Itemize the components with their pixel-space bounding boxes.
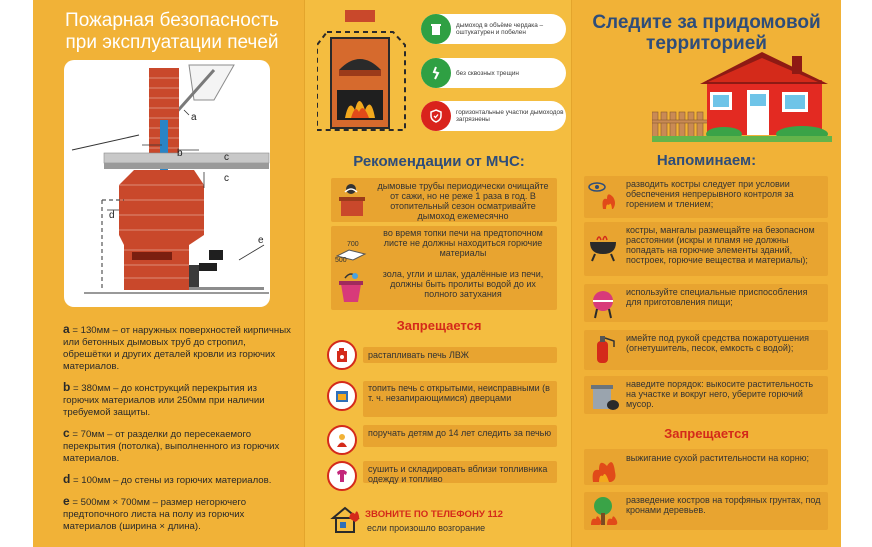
panel1-title [47,10,297,54]
child-icon [327,425,357,455]
panel1-title-line1: Пожарная безопасность [65,10,279,31]
recommendation-row: зола, угли и шлак, удалённые из печи, должны быть пролиты водой до их полного затухания [331,266,557,310]
panel1-title-line2: при эксплуатации печей [65,32,279,53]
definition-d: d = 100мм – до стены из горючих материалов. [63,472,272,486]
roof-icon [189,65,234,100]
yard-prohibited-row: выжигание сухой растительности на корню; [584,449,828,485]
emergency-call [329,500,559,544]
diagram-label-c2: c [224,173,229,184]
yard-prohibited-row: разведение костров на торфяных грунтах, под кронами деревьев. [584,492,828,530]
prohibited-item: поручать детям до 14 лет следить за печью [327,425,557,455]
reminder-row: используйте специальные приспособления для приготовления пищи; [584,284,828,322]
stove-door [209,250,223,260]
diagram-label-a: a [191,112,197,123]
prohibited-item: растапливать печь ЛВЖ [327,340,557,370]
sheet-label-700: 700 [347,241,359,248]
burning-grass-icon [587,452,619,484]
diagram-label-c1: c [224,152,229,163]
panel-stove-safety [33,0,304,547]
yard-prohibited-title: Запрещается [664,426,749,441]
burning-tree-icon [587,495,619,527]
chimney-sweep-icon [335,182,367,218]
grill-icon [587,230,619,262]
reminder-row: имейте под рукой средства пожаротушения (огнетушитель, песок, емкость с водой); [584,330,828,370]
house-illustration-icon [652,50,832,142]
fuel-canister-icon [327,340,357,370]
prohibited-title: Запрещается [396,318,482,333]
trash-bin-icon [587,379,619,411]
stove-diagram [64,60,270,307]
definition-b: b = 380мм – до конструкций перекрытия из горючих материалов или 250мм при наличии требуемой защиты. [63,380,265,418]
open-stove-door-icon [327,381,357,411]
extinguisher-icon [587,333,619,365]
bbq-icon [587,287,619,319]
definition-e: e = 500мм × 700мм – размер негорючего предтопочного листа на полу из горючих материалов (ширина × длина). [63,494,247,532]
definitions-list [63,323,295,541]
shield-icon [421,101,451,131]
panel-recommendations [304,0,572,547]
definition-c: c = 70мм – от разделки до пересекаемого перекрытия (потолка), выполненного из горючих материалов. [63,426,280,464]
badge-chimney-plastered: дымоход в объёме чердака – оштукатурен и побелен [421,14,566,44]
recommendation-row: 700 500 во время топки печи на предтопочном листе не должны находиться горючие материалы [331,226,557,270]
chimney-checklist [305,0,572,142]
stove-diagram-illustration [64,60,270,307]
diagram-label-e: e [258,235,264,246]
definition-a: a = 130мм – от наружных поверхностей кирпичных или бетонных дымовых труб до стропил, обрешётки и других деталей кровли из горючих материалов. [63,322,291,372]
sheet-label-500: 500 [335,257,347,264]
recommendation-row: дымовые трубы периодически очищайте от сажи, но не реже 1 раза в год. В отопительный сезон осматривайте дымоход ежемесячно [331,178,557,222]
recommendations-title: Рекомендации от МЧС: [353,153,525,170]
ash-bucket-icon [335,270,367,306]
panel-yard-safety [572,0,841,547]
badge-no-cracks: без сквозных трещин [421,58,566,88]
panel3-title [572,12,841,54]
call-112-subtitle: если произошло возгорание [367,523,486,533]
burning-house-icon [329,502,361,534]
prohibited-item: топить печь с открытыми, неисправными (в т. ч. незапирающимися) дверцами [327,381,557,417]
diagram-label-d: d [109,210,115,221]
panel3-title-line1: Следите за придомовой [592,12,821,33]
clothes-drying-icon [327,461,357,491]
prohibited-item: сушить и складировать вблизи топливника одежду и топливо [327,461,557,491]
panel3-title-line2: территорией [646,33,767,54]
reminder-title: Напоминаем: [656,152,757,169]
prefurnace-sheet-icon [335,230,367,266]
prefurnace-sheet [189,287,264,290]
diagram-label-b: b [177,148,183,159]
badge-horizontal-dirty: горизонтальные участки дымоходов загрязнены [421,101,566,131]
reminder-row: наведите порядок: выкосите растительность на участке и вокруг него, уберите горючий мусор. [584,376,828,414]
reminder-row: костры, мангалы размещайте на безопасном расстоянии (искры и пламя не должны попадать на горючие элементы зданий, построек, горючие вещества и материалы); [584,222,828,276]
reminder-row: разводить костры следует при условии обеспечения непрерывного контроля за горением и тлением; [584,176,828,218]
stove-illustration-icon [317,10,413,135]
call-112-title: ЗВОНИТЕ ПО ТЕЛЕФОНУ 112 [365,509,504,520]
ceiling-slab [104,153,269,163]
eye-fire-icon [587,179,619,211]
leaflet [33,0,841,547]
chimney-icon [421,14,451,44]
crack-icon [421,58,451,88]
